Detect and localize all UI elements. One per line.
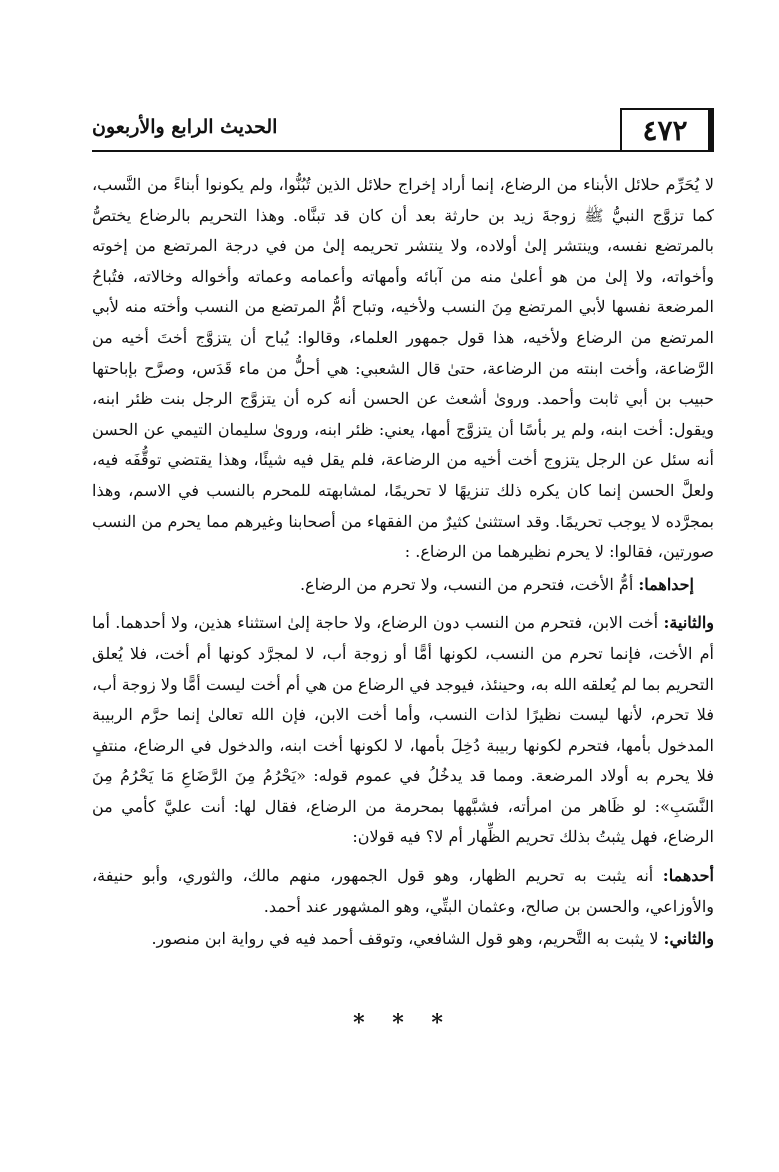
paragraph-second-case — [92, 608, 714, 853]
page-number: ٤٧٢ — [620, 108, 714, 150]
paragraph-intro — [92, 170, 714, 568]
paragraph-text: لا يثبت به التَّحريم، وهو قول الشافعي، وتوقف أحمد فيه في رواية ابن منصور. — [151, 929, 664, 949]
paragraph-first-case — [92, 570, 714, 601]
header-rule — [92, 150, 714, 152]
paragraph-second-opinion — [92, 924, 714, 955]
section-separator: * * * — [353, 1010, 453, 1036]
paragraph-text: أمُّ الأخت، فتحرم من النسب، ولا تحرم من الرضاع. — [299, 574, 639, 594]
paragraph-text: أنه يثبت به تحريم الظهار، وهو قول الجمهور، منهم مالك، والثوري، وأبو حنيفة، والأوزاعي، والحسن بن صالح، وعثمان البتِّي، وهو المشهور عند أحمد. — [92, 866, 714, 916]
paragraph-lead: والثانية: — [663, 613, 715, 633]
paragraph-text: لا يُحَرِّم حلائل الأبناء من الرضاع، إنما أراد إخراج حلائل الذين تُبُنُّوا، ولم يكونوا أبناءً من النَّسب، كما تزوَّج النبيُّ ﷺ زوجةَ زيد بن حارثة بعد أن كان قد تبنَّاه. وهذا التحريم بالرضاع يختصُّ بالمرتضع نفسه، وينتشر إلىٰ أولاده، ولا ينتشر تحريمه إلىٰ من في درجة المرتضع من إخوته وأخواته، ولا إلىٰ من هو أعلىٰ منه من آبائه وأمهاته وأعمامه وعماته وأخواله وخالاته، فتُباحُ المرضعة نفسها لأبي المرتضع مِنَ النسب ولأخيه، وتباح أمُّ المرتضع من النسب وأخته منه لأبي المرتضع من الرضاع ولأخيه، هذا قول جمهور العلماء، وقالوا: يُباح أن يتزوَّج أختَ أخيه من الرَّضاعة، وأخت ابنته من الرضاعة، حتىٰ قال الشعبي: هي أحلُّ من ماء قَدَس، وصرَّح بإباحتها حبيب بن أبي ثابت وأحمد. وروىٰ أشعث عن الحسن أنه كره أن يتزوَّج الرجل بنت ظئر ابنه، ويقول: أخت ابنه، ولم ير بأسًا أن يتزوَّج أمها، يعني: ظئر ابنه، وروىٰ سليمان التيمي عن الحسن أنه سئل عن الرجل يتزوج أخت أخيه من الرضاعة، فلم يقل فيه شيئًا، وهذا يقتضي توقُّفَه فيه، ولعلَّ الحسن إنما كان يكره ذلك تنزيهًا لا تحريمًا، لمشابهته للمحرم بالنسب في الاسم، وهذا بمجرَّده لا يوجب تحريمًا. وقد استثنىٰ كثيرٌ من الفقهاء من أصحابنا وغيرهم مما يحرم من النسب صورتين، فقالوا: لا يحرم نظيرهما من الرضاع. : — [92, 175, 714, 562]
paragraph-lead: أحدهما: — [662, 866, 714, 886]
paragraph-lead: والثاني: — [663, 929, 714, 949]
running-title: الحديث الرابع والأربعون — [92, 116, 278, 138]
paragraph-first-opinion — [92, 861, 714, 922]
body-text — [92, 170, 714, 955]
page-header — [92, 108, 714, 152]
paragraph-text: أخت الابن، فتحرم من النسب دون الرضاع، ولا حاجة إلىٰ استثناء هذين، ولا أحدهما. أما أم الأخت، فإنما تحرم من النسب، لكونها أمًّا أو زوجة أب، لا لمجرَّد كونها أم أخت، فلا يُعلق التحريم بما لم يُعلقه الله به، وحينئذ، فيوجد في الرضاع من هي أم أخت ليست أمًّا ولا زوجة أب، فلا تحرم، لأنها ليست نظيرًا لذات النسب، وأما أخت الابن، فإن الله تعالىٰ إنما حرَّم الربيبة المدخول بأمها، فتحرم لكونها ربيبة دُخِلَ بأمها، لا لكونها أخت ابنه، والدخول في الرضاع، منتفٍ فلا يحرم به أولاد المرضعة. ومما قد يدخُلُ في عموم قوله: «يَحْرُمُ مِنَ الرَّضَاعِ مَا يَحْرُمُ مِنَ النَّسَبِ»: لو ظَاهر من امرأته، فشبَّهها بمحرمة من الرضاع، فقال لها: أنت عليَّ كأمي من الرضاع، فهل يثبتُ بذلك تحريم الظِّهار أم لا؟ فيه قولان: — [92, 613, 715, 847]
paragraph-lead: إحداهما: — [638, 574, 694, 594]
